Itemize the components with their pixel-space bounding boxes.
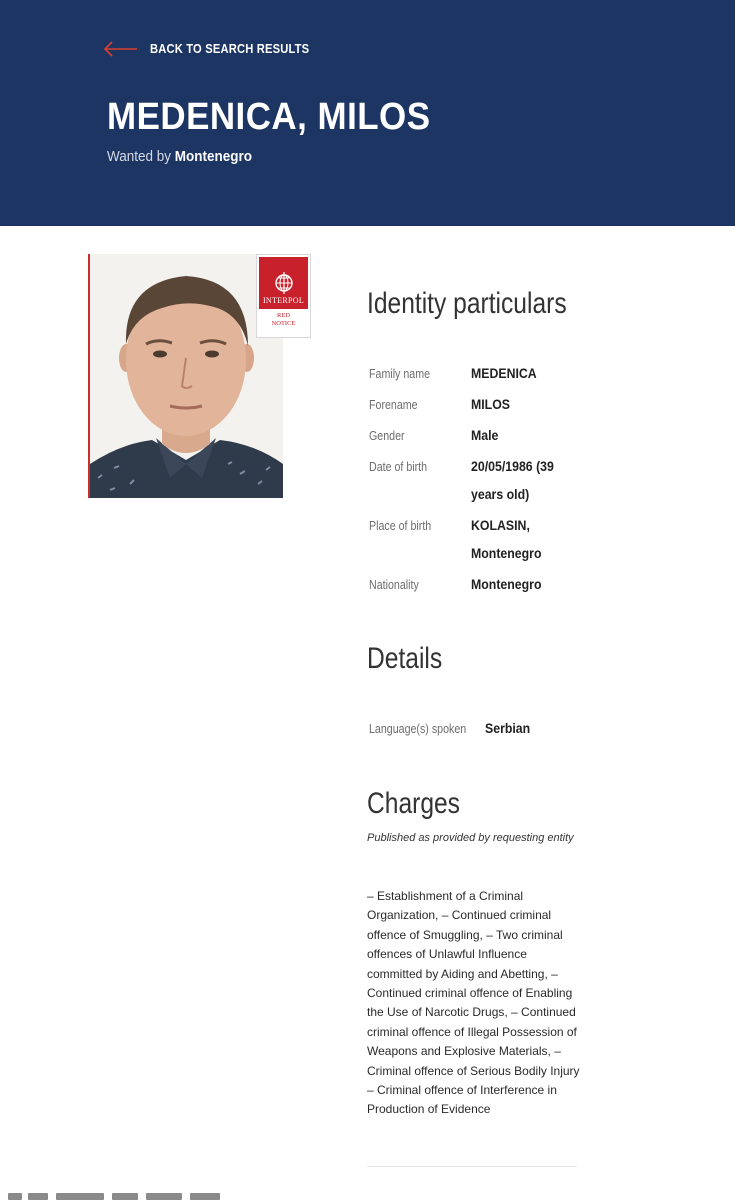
badge-emblem-area	[259, 257, 308, 309]
badge-notice-line1: RED	[277, 312, 290, 319]
field-label-nationality: Nationality	[369, 577, 419, 592]
badge-org-name: INTERPOL	[262, 296, 305, 305]
language-value: Serbian	[485, 720, 531, 736]
wanted-by-line	[107, 148, 252, 165]
arrow-left-icon	[102, 38, 138, 58]
charges-text: – Establishment of a Criminal Organization, – Continued criminal offence of Smuggling, – Two criminal offences of Unlawful Influence committed by Aiding and Abetting, – Continued criminal offence of Enabling the Use of Narcotic Drugs, – Continued criminal offence of Illegal Possession of Weapons and Explosive Materials, – Criminal offence of Serious Bodily Injury – Criminal offence of Interference in Production of Evidence	[367, 889, 580, 1117]
field-label-gender: Gender	[369, 428, 405, 443]
charges-source-note: Published as provided by requesting entity	[367, 832, 574, 844]
badge-notice-line2: NOTICE	[271, 320, 296, 327]
language-label: Language(s) spoken	[369, 721, 467, 736]
field-label-date-of-birth: Date of birth	[369, 459, 428, 474]
field-value-family-name: MEDENICA	[471, 365, 537, 381]
badge-notice-label	[257, 312, 310, 328]
field-value-nationality: Montenegro	[471, 576, 542, 592]
page-title: MEDENICA, MILOS	[107, 96, 431, 138]
interpol-globe-icon	[273, 272, 295, 294]
back-link-label: BACK TO SEARCH RESULTS	[150, 40, 310, 56]
details-section-title: Details	[367, 642, 443, 675]
wanted-by-prefix: Wanted by	[107, 148, 172, 165]
suspect-photo	[88, 254, 283, 498]
identity-section-title: Identity particulars	[367, 287, 567, 320]
back-to-search-link[interactable]	[102, 38, 335, 58]
field-label-place-of-birth: Place of birth	[369, 518, 432, 533]
field-value-place-of-birth: KOLASIN, Montenegro	[471, 517, 542, 561]
charges-section-title: Charges	[367, 787, 460, 820]
cropped-footer-text	[0, 1190, 240, 1200]
wanted-by-country: Montenegro	[174, 148, 253, 165]
field-value-date-of-birth: 20/05/1986 (39 years old)	[471, 458, 554, 502]
field-value-forename: MILOS	[471, 396, 511, 412]
field-label-family-name: Family name	[369, 366, 431, 381]
notice-header	[0, 0, 735, 226]
field-label-forename: Forename	[369, 397, 418, 412]
portrait-image	[90, 254, 283, 498]
content-divider	[367, 1166, 577, 1167]
field-value-gender: Male	[471, 427, 499, 443]
red-notice-badge	[256, 254, 311, 338]
